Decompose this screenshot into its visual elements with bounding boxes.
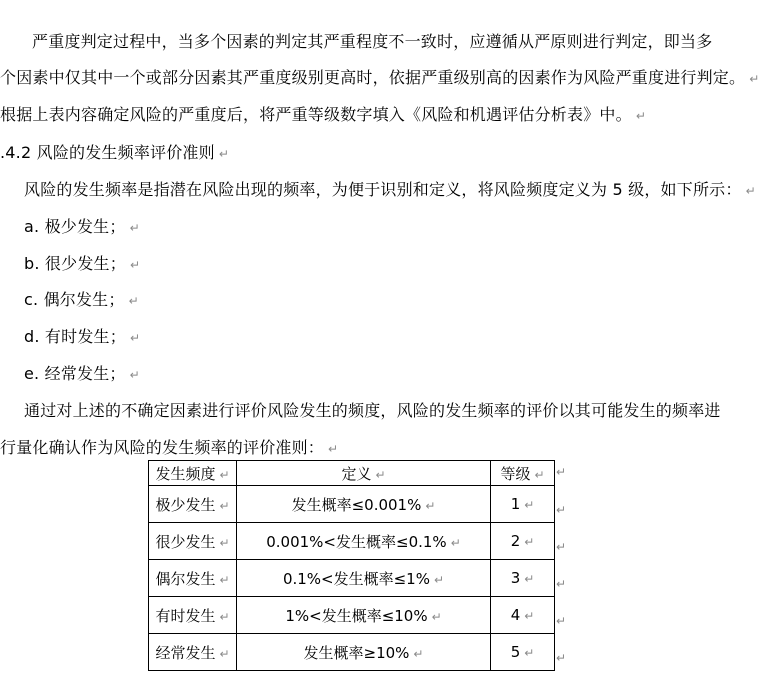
table-row (149, 560, 555, 597)
list-item-b: b. 很少发生； ↵ (24, 254, 141, 273)
paragraph-4-line-2: 行量化确认作为风险的发生频率的评价准则： ↵ (0, 438, 339, 457)
table-cell: 5 ↵ (491, 634, 555, 671)
table-cell: 0.1%<发生概率≤1% ↵ (237, 560, 491, 597)
row-end-mark: ↵ (556, 465, 567, 479)
table-cell: 极少发生 ↵ (149, 486, 237, 523)
table-cell: 发生概率≥10% ↵ (237, 634, 491, 671)
row-end-mark: ↵ (556, 540, 567, 554)
table-cell: 0.001%<发生概率≤0.1% ↵ (237, 523, 491, 560)
table-cell: 2 ↵ (491, 523, 555, 560)
row-end-mark: ↵ (556, 503, 567, 517)
paragraph-3: 风险的发生频率是指潜在风险出现的频率，为便于识别和定义，将风险频度定义为 5 级，如下所示： ↵ (24, 180, 756, 199)
table-cell: 4 ↵ (491, 597, 555, 634)
section-heading: .4.2 风险的发生频率评价准则 ↵ (0, 143, 230, 162)
row-end-mark: ↵ (556, 651, 567, 665)
table-cell: 经常发生 ↵ (149, 634, 237, 671)
paragraph-1-line-1: 严重度判定过程中，当多个因素的判定其严重程度不一致时，应遵循从严原则进行判定，即当多 (32, 32, 713, 51)
list-item-d: d. 有时发生； ↵ (24, 327, 141, 346)
paragraph-4-line-1: 通过对上述的不确定因素进行评价风险发生的频度，风险的发生频率的评价以其可能发生的频率进 (24, 401, 721, 420)
table-row (149, 523, 555, 560)
table-cell: 3 ↵ (491, 560, 555, 597)
table-cell: 有时发生 ↵ (149, 597, 237, 634)
table-header-row (149, 461, 555, 486)
list-item-c: c. 偶尔发生； ↵ (24, 290, 139, 309)
table-row (149, 597, 555, 634)
list-item-e: e. 经常发生； ↵ (24, 364, 140, 383)
paragraph-1-line-2: 个因素中仅其中一个或部分因素其严重度级别更高时，依据严重级别高的因素作为风险严重度进行判定。 ↵ (0, 68, 759, 87)
table-row (149, 486, 555, 523)
paragraph-2: 根据上表内容确定风险的严重度后，将严重等级数字填入《风险和机遇评估分析表》中。 ↵ (0, 105, 647, 124)
table-cell: 1 ↵ (491, 486, 555, 523)
table-header-cell: 发生频度 ↵ (149, 461, 237, 486)
table-cell: 偶尔发生 ↵ (149, 560, 237, 597)
frequency-table (148, 460, 555, 671)
table-header-cell: 定义 ↵ (237, 461, 491, 486)
table-row (149, 634, 555, 671)
table-header-cell: 等级 ↵ (491, 461, 555, 486)
table-cell: 很少发生 ↵ (149, 523, 237, 560)
table-cell: 发生概率≤0.001% ↵ (237, 486, 491, 523)
row-end-mark: ↵ (556, 577, 567, 591)
row-end-mark: ↵ (556, 614, 567, 628)
list-item-a: a. 极少发生； ↵ (24, 217, 140, 236)
table-cell: 1%<发生概率≤10% ↵ (237, 597, 491, 634)
